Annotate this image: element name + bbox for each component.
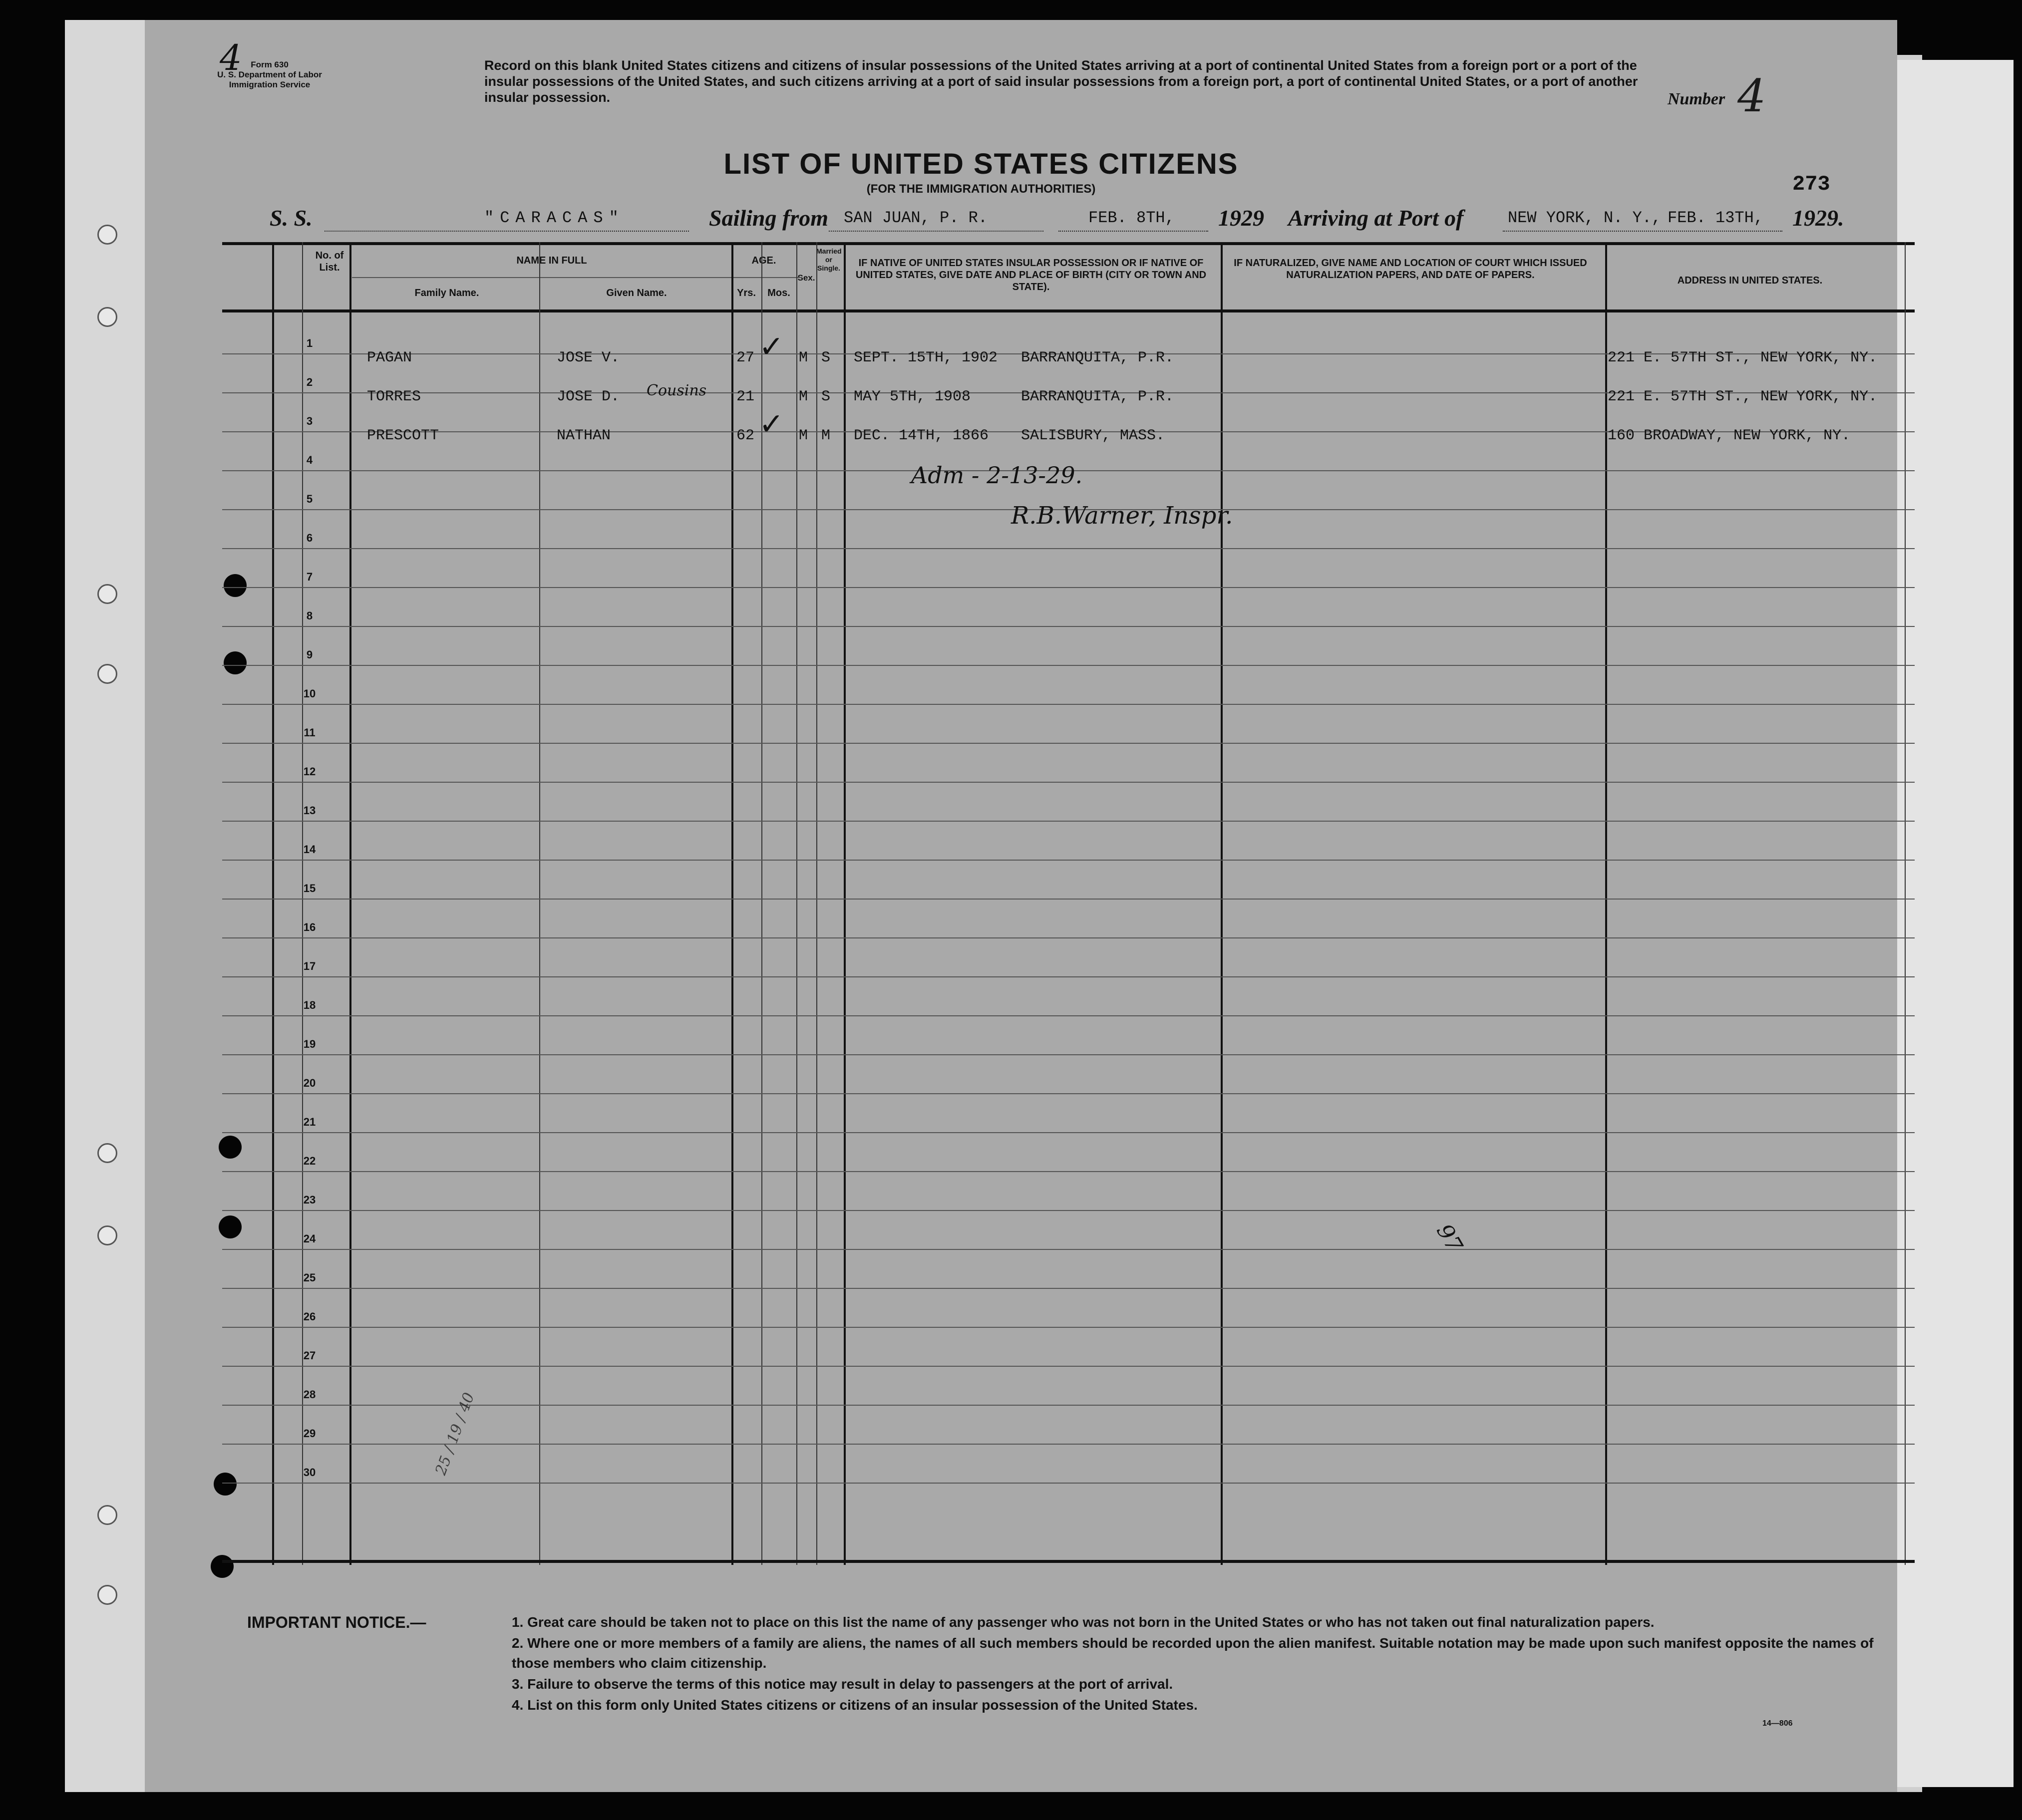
given-name: NATHAN bbox=[557, 427, 611, 444]
sex: M bbox=[799, 427, 808, 444]
age-years: 62 bbox=[736, 427, 755, 444]
row-rule bbox=[222, 1015, 1915, 1016]
row-rule bbox=[222, 899, 1915, 900]
check-mark: ✓ bbox=[759, 329, 784, 364]
family-name: PRESCOTT bbox=[367, 427, 439, 444]
binder-ring bbox=[97, 1225, 117, 1245]
row-rule bbox=[222, 976, 1915, 977]
passenger-table bbox=[222, 242, 1915, 1565]
header-no-of-list: No. of List. bbox=[315, 250, 344, 273]
birth-date: MAY 5TH, 1908 bbox=[854, 388, 971, 405]
row-number: 26 bbox=[303, 1310, 316, 1323]
ship-name: "CARACAS" bbox=[484, 209, 625, 227]
birth-place: BARRANQUITA, P.R. bbox=[1021, 349, 1174, 366]
notice-item: 2. Where one or more members of a family are aliens, the names of all such members should be recorded upon the alien manifest. Suitable notation may be made upon such manifest opposite the names of those members who claim citizenship. bbox=[512, 1635, 1874, 1671]
header-subrule bbox=[352, 277, 801, 278]
sailing-date-line bbox=[1058, 231, 1208, 232]
arrival-date: FEB. 13TH, bbox=[1668, 209, 1764, 227]
header-mos: Mos. bbox=[767, 288, 790, 299]
admission-stamp: Adm - 2-13-29. bbox=[911, 462, 1083, 489]
header-yrs: Yrs. bbox=[737, 288, 756, 299]
birth-place: BARRANQUITA, P.R. bbox=[1021, 388, 1174, 405]
instructions: Record on this blank United States citizens and citizens of insular possessions of the United States arriving at a port of continental United States from a foreign port or a port of the insular possessions of the United States, and such citizens arriving at a port of said insular possessions from a foreign port, a port of continental United States, or a port of another insular possession. bbox=[484, 58, 1638, 105]
sailing-line bbox=[829, 231, 1043, 232]
birth-place: SALISBURY, MASS. bbox=[1021, 427, 1165, 444]
sailing-date: FEB. 8TH, bbox=[1088, 209, 1175, 227]
inspector-signature: R.B.Warner, Inspr. bbox=[1011, 502, 1233, 530]
page-number: 273 bbox=[1792, 172, 1830, 196]
binder-ring bbox=[97, 1585, 117, 1605]
row-number: 2 bbox=[306, 376, 313, 388]
header-bottom-rule bbox=[222, 309, 1915, 312]
row-number: 24 bbox=[303, 1232, 316, 1245]
header-sex: Sex. bbox=[797, 273, 815, 283]
notice-heading: IMPORTANT NOTICE.— bbox=[247, 1613, 426, 1631]
row-rule bbox=[222, 704, 1915, 705]
row-rule bbox=[222, 860, 1915, 861]
row-number: 8 bbox=[306, 609, 313, 622]
row-rule bbox=[222, 1132, 1915, 1133]
row-number: 5 bbox=[306, 493, 313, 505]
tally-note: 25 / 19 / 40 bbox=[432, 1390, 478, 1478]
number-value: 4 bbox=[1737, 70, 1766, 122]
row-number: 10 bbox=[303, 687, 316, 700]
header-age: AGE. bbox=[751, 255, 776, 266]
row-number: 29 bbox=[303, 1427, 316, 1440]
row-number: 21 bbox=[303, 1116, 316, 1128]
row-number: 11 bbox=[304, 726, 316, 739]
page-subtitle: (FOR THE IMMIGRATION AUTHORITIES) bbox=[866, 182, 1096, 196]
sailing-year: 1929 bbox=[1218, 205, 1264, 231]
notice-item: 4. List on this form only United States citizens or citizens of an insular possession of the United States. bbox=[512, 1697, 1198, 1713]
row-rule bbox=[222, 1483, 1915, 1484]
birth-date: DEC. 14TH, 1866 bbox=[854, 427, 989, 444]
row-number: 16 bbox=[303, 921, 316, 933]
number-label: Number bbox=[1668, 90, 1725, 108]
binder-ring bbox=[97, 664, 117, 684]
row-rule bbox=[222, 1054, 1915, 1055]
arrival-line bbox=[1503, 231, 1782, 232]
row-number: 25 bbox=[303, 1271, 316, 1284]
binder-ring bbox=[97, 307, 117, 327]
service: Immigration Service bbox=[229, 80, 311, 89]
sailing-from: SAN JUAN, P. R. bbox=[844, 209, 988, 227]
ss-label: S. S. bbox=[270, 205, 313, 231]
row-number: 1 bbox=[306, 337, 313, 349]
row-number: 23 bbox=[303, 1194, 316, 1206]
row-number: 30 bbox=[303, 1466, 316, 1479]
sailing-label: Sailing from bbox=[709, 205, 829, 231]
header-native: IF NATIVE OF UNITED STATES INSULAR POSSESSION OR IF NATIVE OF UNITED STATES, GIVE DATE AND PLACE OF BIRTH (CITY OR TOWN AND STATE). bbox=[855, 258, 1207, 293]
row-rule bbox=[222, 937, 1915, 938]
address: 160 BROADWAY, NEW YORK, NY. bbox=[1608, 427, 1851, 444]
check-mark: ✓ bbox=[759, 407, 784, 442]
row-number: 9 bbox=[306, 648, 313, 661]
row-rule bbox=[222, 1288, 1915, 1289]
age-years: 21 bbox=[736, 388, 755, 405]
arrival-year: 1929. bbox=[1792, 205, 1844, 231]
marital-status: M bbox=[821, 427, 831, 444]
row-number: 20 bbox=[303, 1077, 316, 1089]
row-rule bbox=[222, 1249, 1915, 1250]
row-rule bbox=[222, 782, 1915, 783]
table-top-rule bbox=[222, 242, 1915, 245]
header-address: ADDRESS IN UNITED STATES. bbox=[1677, 275, 1823, 286]
family-name: TORRES bbox=[367, 388, 421, 405]
binder-ring bbox=[97, 1143, 117, 1163]
row-number: 7 bbox=[306, 571, 313, 583]
header-given-name: Given Name. bbox=[606, 288, 667, 299]
given-name: JOSE V. bbox=[557, 349, 620, 366]
page-title: LIST OF UNITED STATES CITIZENS bbox=[723, 148, 1239, 180]
row-number: 13 bbox=[303, 804, 316, 817]
given-name: JOSE D. bbox=[557, 388, 620, 405]
voyage-line bbox=[270, 205, 1867, 235]
row-rule bbox=[222, 1093, 1915, 1094]
table-bottom-rule bbox=[222, 1560, 1915, 1563]
corner-mark: 4 bbox=[220, 37, 242, 78]
row-number: 4 bbox=[306, 454, 313, 466]
row-rule bbox=[222, 743, 1915, 744]
birth-date: SEPT. 15TH, 1902 bbox=[854, 349, 998, 366]
row-number: 3 bbox=[306, 415, 313, 427]
header-name-in-full: NAME IN FULL bbox=[516, 255, 587, 266]
arriving-label: Arriving at Port of bbox=[1288, 205, 1464, 231]
marital-status: S bbox=[821, 388, 831, 405]
binder-ring bbox=[97, 1505, 117, 1525]
binder-ring bbox=[97, 584, 117, 604]
row-number: 18 bbox=[303, 999, 316, 1011]
row-rule bbox=[222, 1366, 1915, 1367]
row-rule bbox=[222, 1171, 1915, 1172]
row-rule bbox=[222, 821, 1915, 822]
row-number: 19 bbox=[303, 1038, 316, 1050]
marital-status: S bbox=[821, 349, 831, 366]
arrival-port: NEW YORK, N. Y., bbox=[1508, 209, 1662, 227]
row-rule bbox=[222, 1405, 1915, 1406]
family-name: PAGAN bbox=[367, 349, 412, 366]
form-number: Form 630 bbox=[251, 60, 289, 69]
address: 221 E. 57TH ST., NEW YORK, NY. bbox=[1608, 388, 1878, 405]
row-number: 27 bbox=[303, 1349, 316, 1362]
row-number: 12 bbox=[303, 765, 316, 778]
header-married-single: Married or Single. bbox=[816, 247, 842, 272]
header-naturalized: IF NATURALIZED, GIVE NAME AND LOCATION OF COURT WHICH ISSUED NATURALIZATION PAPERS, AND DATE OF PAPERS. bbox=[1234, 258, 1587, 281]
row-rule bbox=[222, 1210, 1915, 1211]
row-rule bbox=[222, 548, 1915, 549]
form-id bbox=[195, 60, 344, 90]
row-rule bbox=[222, 665, 1915, 666]
notice-item: 3. Failure to observe the terms of this notice may result in delay to passengers at the port of arrival. bbox=[512, 1676, 1173, 1692]
row-number: 22 bbox=[303, 1155, 316, 1167]
row-rule bbox=[222, 1444, 1915, 1445]
row-rule bbox=[222, 587, 1915, 588]
row-rule bbox=[222, 1327, 1915, 1328]
binder-ring bbox=[97, 225, 117, 245]
header-family-name: Family Name. bbox=[414, 288, 479, 299]
left-margin bbox=[65, 20, 145, 1792]
row-number: 15 bbox=[303, 882, 316, 895]
age-years: 27 bbox=[736, 349, 755, 366]
ship-line bbox=[325, 231, 689, 232]
sex: M bbox=[799, 388, 808, 405]
margin-number: 97 bbox=[1431, 1219, 1468, 1257]
row-number: 6 bbox=[306, 532, 313, 544]
relationship-note: Cousins bbox=[647, 382, 707, 399]
row-number: 28 bbox=[303, 1388, 316, 1401]
row-number: 14 bbox=[303, 843, 316, 856]
row-rule bbox=[222, 626, 1915, 627]
address: 221 E. 57TH ST., NEW YORK, NY. bbox=[1608, 349, 1878, 366]
row-number: 17 bbox=[303, 960, 316, 972]
notice-item: 1. Great care should be taken not to place on this list the name of any passenger who was not born in the United States or who has not taken out final naturalization papers. bbox=[512, 1614, 1655, 1630]
manifest-sheet bbox=[65, 20, 1897, 1792]
sex: M bbox=[799, 349, 808, 366]
department: U. S. Department of Labor bbox=[217, 70, 322, 79]
print-code: 14—806 bbox=[1762, 1719, 1793, 1728]
